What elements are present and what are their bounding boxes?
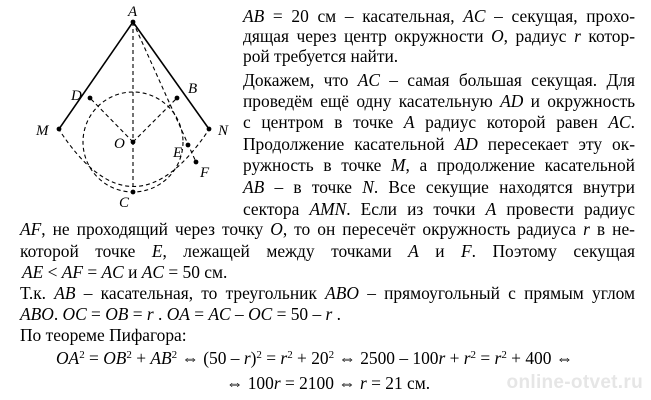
- label-e: E: [173, 145, 183, 161]
- point-n: [207, 127, 212, 132]
- text-line-4: Докажем, что AC – самая большая секущая. Для: [243, 70, 635, 90]
- equation-1: $OA^2 = OB^2 + AB^2$ ⇔ $(50 - r)^2 = r^2 + 20^2$ ⇔ $2500 - 100r + r^2 = r^2 + 400$ ⇔: [56, 348, 574, 368]
- label-a: A: [128, 4, 138, 20]
- text-line-5: проведём ещё одну касательную AD и окружность: [243, 91, 635, 111]
- text-line-9: AB – в точке N. Все секущие находятся внутри: [243, 177, 635, 197]
- watermark: online-otvet.ru: [506, 372, 643, 393]
- line-af: [133, 22, 196, 162]
- label-n: N: [218, 123, 229, 139]
- line-am: [59, 22, 133, 129]
- point-a: [131, 20, 136, 25]
- text-line-1: AB = 20 см – касательная, AC – секущая, прохо-: [243, 6, 635, 26]
- label-c: C: [119, 195, 130, 211]
- point-d: [88, 96, 93, 101]
- text-line-14: Т.к. AB – касательная, то треугольник ABO – прямоугольный с прямым углом: [20, 283, 636, 303]
- label-o: O: [114, 136, 125, 152]
- line-ob: [133, 98, 177, 142]
- text-line-7: Продолжение касательной AD пересекает эту ок-: [243, 134, 635, 154]
- text-line-2: дящая через центр окружности O, радиус r котор-: [243, 26, 635, 46]
- label-m: M: [36, 123, 49, 139]
- text-line-13: AE < AF = AC и AC = 50 см.: [22, 262, 228, 282]
- arc-mn: [58, 128, 210, 187]
- point-e: [186, 143, 191, 148]
- label-d: D: [71, 88, 82, 104]
- point-c: [131, 190, 136, 195]
- text-line-6: с центром в точке A радиус которой равен AC.: [243, 112, 635, 132]
- point-m: [57, 127, 62, 132]
- label-f: F: [200, 165, 210, 181]
- point-f: [194, 160, 199, 165]
- geometry-figure: [0, 0, 240, 215]
- line-od: [90, 98, 133, 142]
- text-line-16: По теореме Пифагора:: [20, 325, 187, 345]
- point-b: [175, 96, 180, 101]
- text-line-12: которой точке E, лежащей между точками A и F. Поэтому секущая: [20, 241, 635, 261]
- text-line-8: ружность в точке M, а продолжение касательной: [243, 155, 635, 175]
- line-an: [133, 22, 209, 129]
- text-line-10: сектора AMN. Если из точки A провести радиус: [243, 199, 636, 219]
- point-o: [131, 140, 136, 145]
- text-line-15: ABO. OC = OB = r . OA = AC – OC = 50 – r .: [20, 304, 342, 324]
- equation-2: ⇔ 100r = 2100 ⇔ r = 21 см.: [226, 373, 431, 393]
- text-line-11: AF, не проходящий через точку O, то он пересечёт окружность радиуса r в не-: [20, 219, 635, 239]
- label-b: B: [188, 81, 198, 97]
- text-line-3: рой требуется найти.: [243, 46, 399, 66]
